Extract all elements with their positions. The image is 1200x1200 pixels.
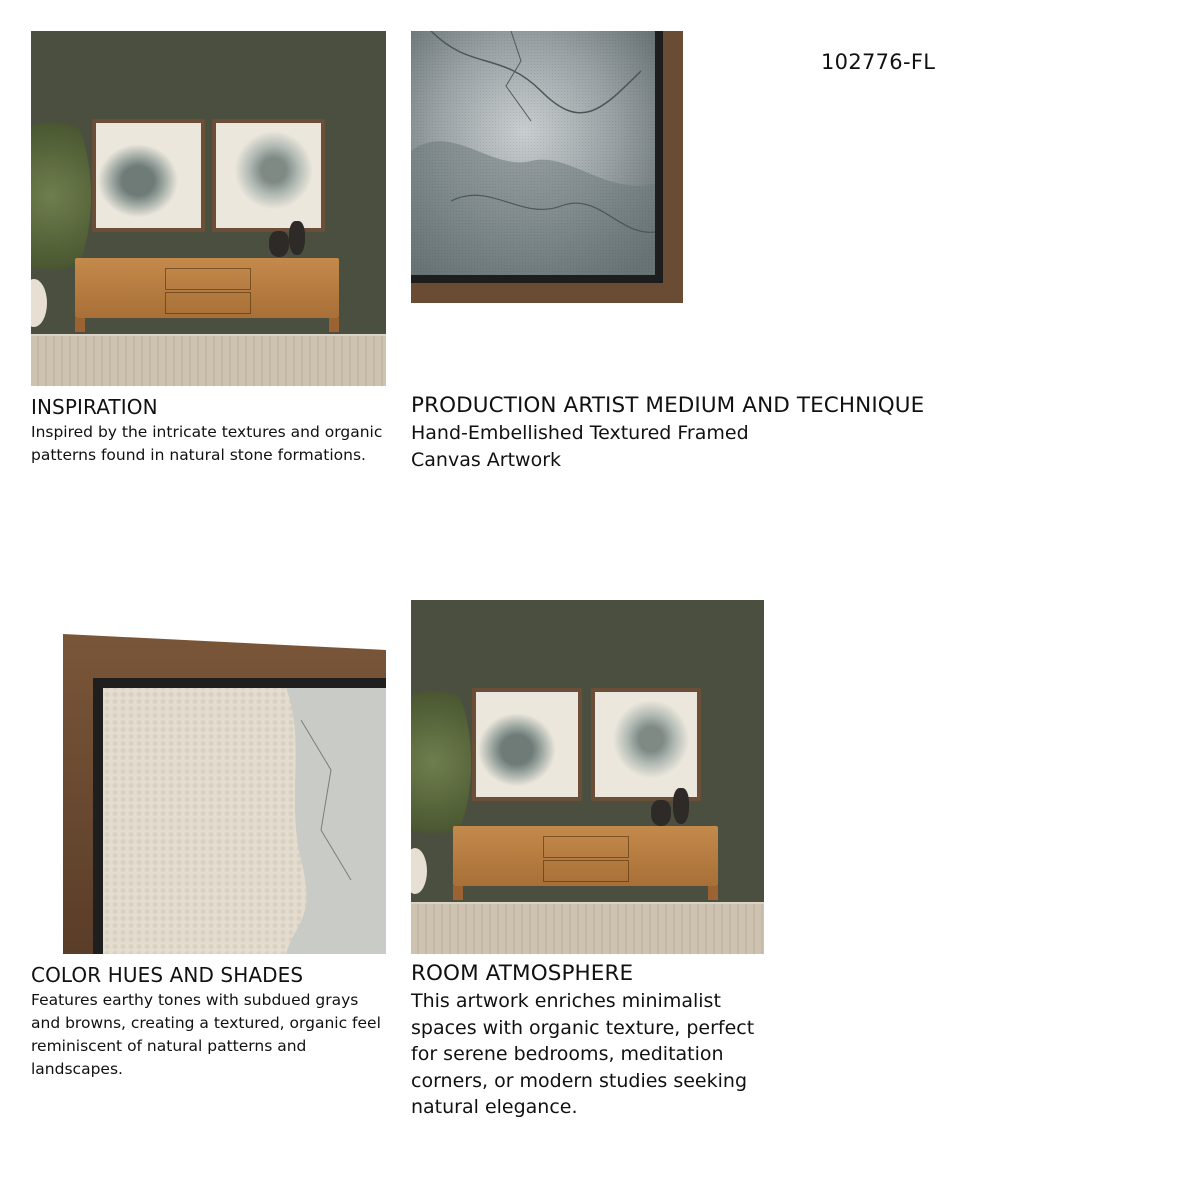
artwork-right <box>212 119 325 232</box>
frame-corner-image <box>31 600 386 954</box>
wood-console <box>75 258 339 318</box>
color-title: COLOR HUES AND SHADES <box>31 963 304 987</box>
inspiration-text: Inspired by the intricate textures and organic patterns found in natural stone formations. <box>31 423 383 464</box>
room-atmosphere-photo <box>411 600 764 954</box>
room-scene-photo <box>31 31 386 386</box>
medium-text: Hand-Embellished Textured Framed Canvas Artwork <box>411 422 749 471</box>
stone-texture-closeup-photo <box>411 31 683 303</box>
artwork-left <box>472 688 582 801</box>
product-sku: 102776-FL <box>821 50 936 74</box>
frame-corner-closeup-photo <box>31 600 386 954</box>
room-title: ROOM ATMOSPHERE <box>411 961 634 986</box>
artwork-left <box>92 119 205 232</box>
stone-texture-image <box>411 31 683 303</box>
color-text: Features earthy tones with subdued grays and browns, creating a textured, organic feel reminiscent of natural patterns and landscapes. <box>31 991 381 1078</box>
artwork-right <box>591 688 701 801</box>
room-text: This artwork enriches minimalist spaces with organic texture, perfect for serene bedrooms, meditation corners, or modern studies seeking natural elegance. <box>411 990 755 1118</box>
wood-console <box>453 826 718 886</box>
medium-title: PRODUCTION ARTIST MEDIUM AND TECHNIQUE <box>411 393 925 418</box>
inspiration-title: INSPIRATION <box>31 395 158 419</box>
